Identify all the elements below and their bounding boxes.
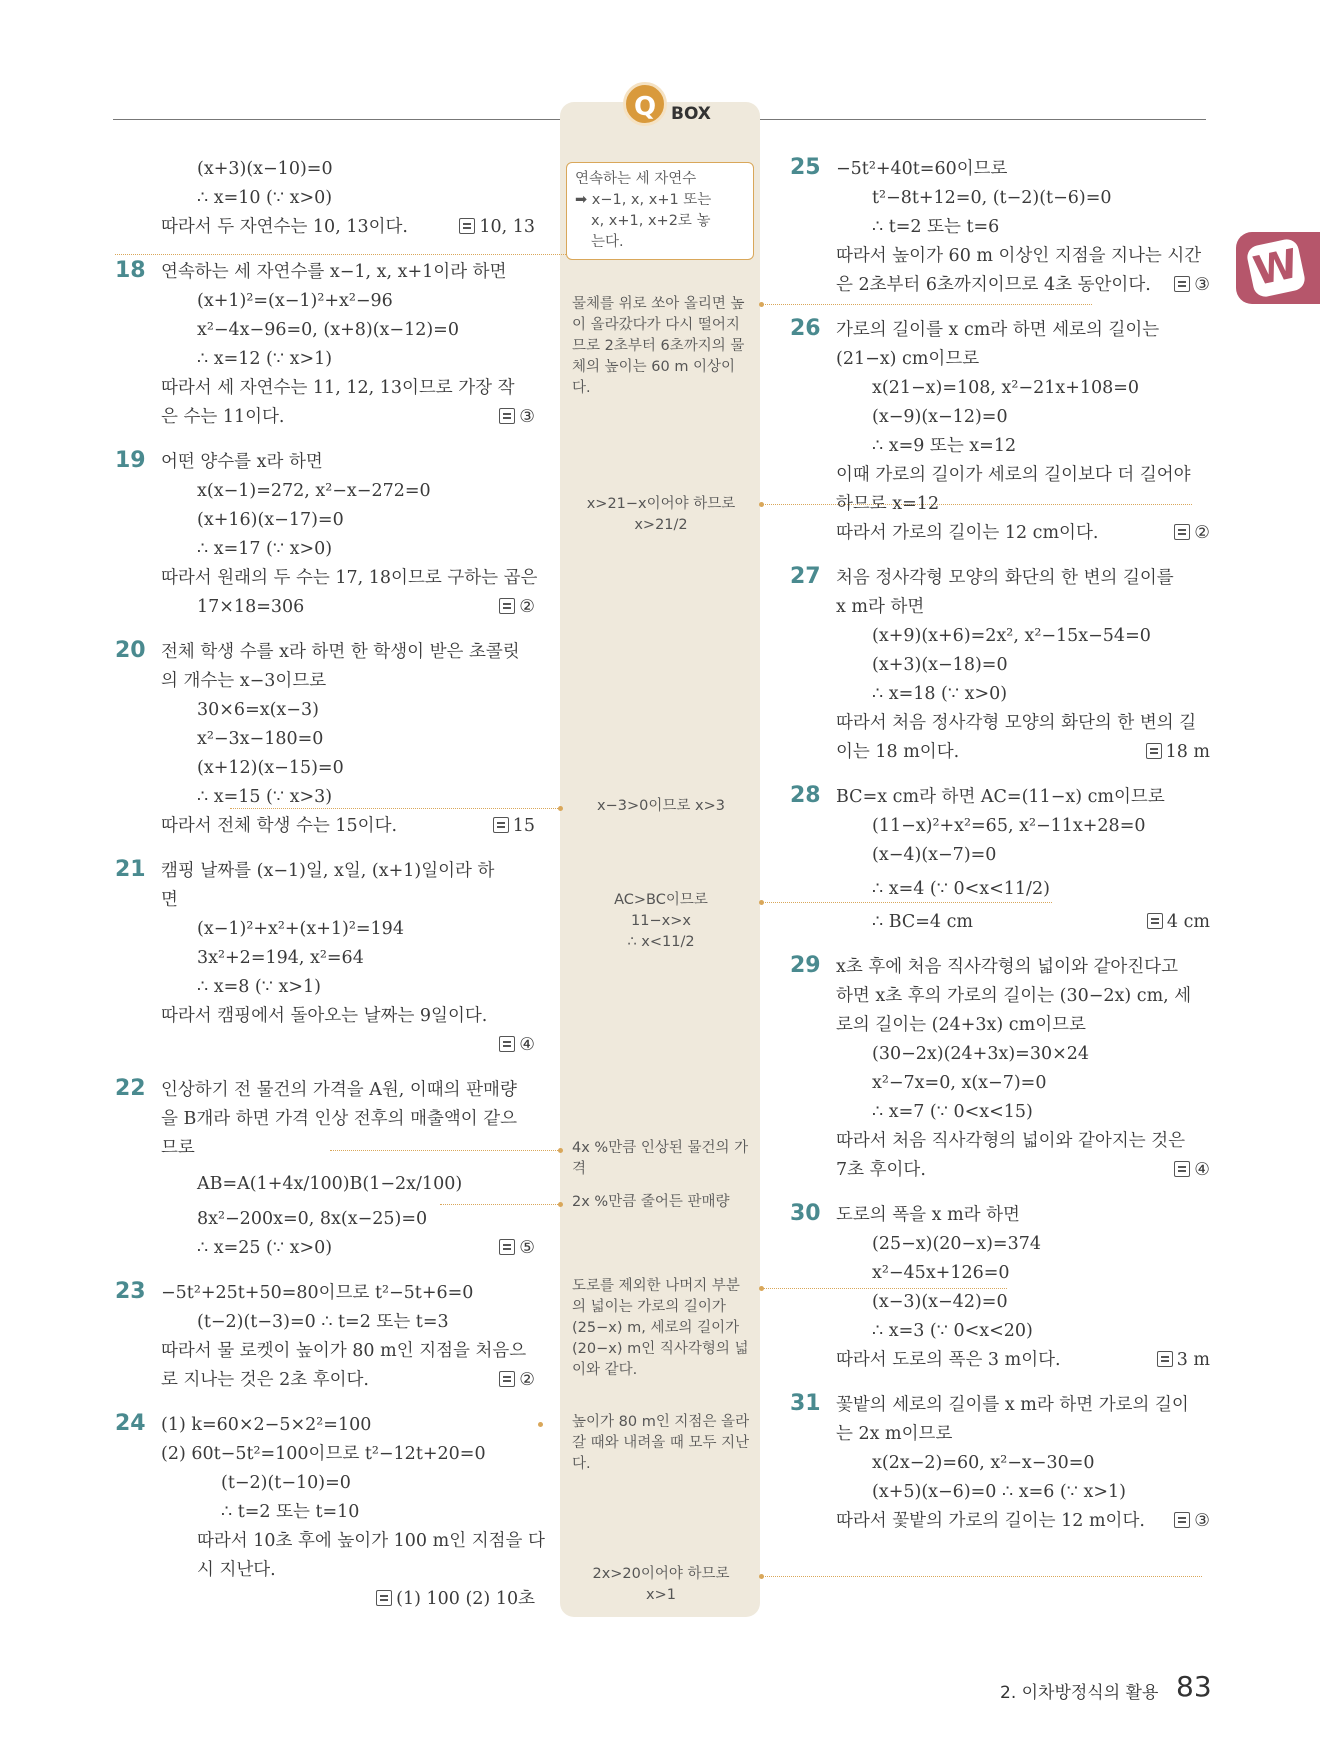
problem-number: 18 — [115, 258, 146, 283]
problem-31 — [790, 1391, 1210, 1536]
answer — [459, 213, 535, 242]
solution-line: 따라서 10초 후에 높이가 100 m인 지점을 다 — [197, 1531, 545, 1551]
solution-line: (x−3)(x−42)=0 — [872, 1292, 1008, 1312]
solution-text: 따라서 꽃밭의 가로의 길이는 12 m이다. — [836, 1511, 1145, 1531]
solution-text: ∴ x=25 (∵ x>0) — [197, 1238, 333, 1258]
leader-line — [115, 254, 566, 255]
solution-line: ∴ x=17 (∵ x>0) — [197, 539, 333, 559]
leader-dot — [558, 1148, 563, 1153]
solution-line: 하면 x초 후의 가로의 길이는 (30−2x) cm, 세 — [836, 986, 1192, 1006]
leader-dot — [558, 806, 563, 811]
problem-25 — [790, 155, 1210, 300]
answer — [1174, 1156, 1210, 1185]
note-line: ∴ x<11/2 — [627, 934, 695, 950]
solution-text: 따라서 가로의 길이는 12 cm이다. — [836, 523, 1099, 543]
problem-24 — [115, 1411, 545, 1614]
leader-line — [440, 1204, 558, 1205]
problem-number: 27 — [790, 564, 821, 589]
answer — [1146, 738, 1210, 767]
solution-text: 로 지나는 것은 2초 후이다. — [161, 1370, 369, 1390]
problem-28 — [790, 783, 1210, 937]
answer-icon — [1147, 913, 1163, 929]
note-consecutive-numbers — [566, 162, 754, 260]
problem-23 — [115, 1279, 535, 1395]
solution-line: (11−x)²+x²=65, x²−11x+28=0 — [872, 816, 1146, 836]
solution-line: 어떤 양수를 x라 하면 — [161, 452, 323, 472]
solution-line: 는 2x m이므로 — [836, 1424, 953, 1444]
solution-line: 처음 정사각형 모양의 화단의 한 변의 길이를 — [836, 568, 1174, 588]
problem-22 — [115, 1076, 535, 1263]
solution-line: ∴ t=2 또는 t=10 — [221, 1502, 360, 1522]
problem-number: 31 — [790, 1391, 821, 1416]
solution-text: ∴ BC=4 cm — [872, 912, 974, 932]
note-triangle-condition — [572, 890, 750, 953]
solution-line — [836, 1156, 1210, 1185]
solution-text: 따라서 두 자연수는 10, 13이다. — [161, 217, 408, 237]
problem-29 — [790, 953, 1210, 1185]
solution-line: ∴ x=8 (∵ x>1) — [197, 977, 321, 997]
answer-icon — [499, 1036, 515, 1052]
answer — [1157, 1346, 1210, 1375]
answer-value: ③ — [1194, 1511, 1210, 1531]
answer-value: 18 m — [1165, 742, 1210, 762]
answer — [161, 1031, 535, 1060]
answer — [499, 593, 535, 622]
solution-line: (x+3)(x−10)=0 — [197, 159, 333, 179]
solution-line — [836, 1507, 1210, 1536]
answer-icon — [499, 1239, 515, 1255]
note-line: 는다. — [591, 234, 624, 250]
answer-value: ④ — [519, 1035, 535, 1055]
solution-line: x(21−x)=108, x²−21x+108=0 — [872, 378, 1140, 398]
solution-line: x²−3x−180=0 — [197, 729, 324, 749]
note-sales-decrease: 2x %만큼 줄어든 판매량 — [572, 1194, 730, 1210]
answer-icon — [1174, 276, 1190, 292]
note-line: x>1 — [646, 1587, 676, 1603]
solution-line: (x−4)(x−7)=0 — [872, 845, 997, 865]
solution-line — [161, 1366, 535, 1395]
answer-value: ③ — [519, 407, 535, 427]
answer-value: 15 — [512, 816, 535, 836]
note-line: 2x>20이어야 하므로 — [592, 1566, 730, 1582]
leader-dot — [558, 1202, 563, 1207]
note-x-greater-1 — [572, 1564, 750, 1606]
problem-number: 26 — [790, 316, 821, 341]
page-number: 83 — [1176, 1670, 1212, 1703]
solution-line: 을 B개라 하면 가격 인상 전후의 매출액이 같으 — [161, 1109, 518, 1129]
solution-line: (2) 60t−5t²=100이므로 t²−12t+20=0 — [161, 1444, 486, 1464]
note-line: 연속하는 세 자연수 — [575, 171, 697, 187]
solution-line — [161, 213, 535, 242]
solution-line — [161, 1234, 535, 1263]
answer — [499, 1366, 535, 1395]
solution-line: 따라서 물 로켓이 높이가 80 m인 지점을 처음으 — [161, 1341, 527, 1361]
solution-line: (21−x) cm이므로 — [836, 349, 980, 369]
solution-line — [836, 1346, 1210, 1375]
problem-number: 21 — [115, 857, 146, 882]
solution-line: (25−x)(20−x)=374 — [872, 1234, 1041, 1254]
solution-line: 전체 학생 수를 x라 하면 한 학생이 받은 초콜릿 — [161, 642, 520, 662]
solution-line: (x+5)(x−6)=0 ∴ x=6 (∵ x>1) — [872, 1482, 1126, 1502]
solution-line: (1) k=60×2−5×2²=100 — [161, 1415, 372, 1435]
solution-text: 은 2초부터 6초까지이므로 4초 동안이다. — [836, 275, 1151, 295]
answer-icon — [499, 598, 515, 614]
answer — [493, 812, 535, 841]
problem-30 — [790, 1201, 1210, 1375]
answer-value: ② — [519, 1370, 535, 1390]
solution-text: 17×18=306 — [197, 597, 305, 617]
answer — [499, 1234, 535, 1263]
solution-line: (30−2x)(24+3x)=30×24 — [872, 1044, 1090, 1064]
note-price-increase: 4x %만큼 인상된 물건의 가격 — [572, 1140, 749, 1177]
answer-icon — [1146, 743, 1162, 759]
problem-17-tail — [115, 155, 535, 242]
problem-number: 22 — [115, 1076, 146, 1101]
solution-text: 은 수는 11이다. — [161, 407, 285, 427]
answer-value: ② — [519, 597, 535, 617]
answer-value: 10, 13 — [479, 217, 535, 237]
section-tab-letter: W — [1245, 237, 1307, 299]
note-line: x>21/2 — [634, 517, 688, 533]
solution-line: (x+9)(x+6)=2x², x²−15x−54=0 — [872, 626, 1151, 646]
solution-line: 3x²+2=194, x²=64 — [197, 948, 364, 968]
solution-line: 인상하기 전 물건의 가격을 A원, 이때의 판매량 — [161, 1080, 517, 1100]
problem-number: 29 — [790, 953, 821, 978]
problem-number: 28 — [790, 783, 821, 808]
solution-line: 따라서 원래의 두 수는 17, 18이므로 구하는 곱은 — [161, 568, 538, 588]
solution-line: AB=A(1+4x/100)B(1−2x/100) — [197, 1174, 463, 1194]
solution-line: x²−4x−96=0, (x+8)(x−12)=0 — [197, 320, 459, 340]
note-line: x, x+1, x+2로 놓 — [591, 213, 711, 229]
solution-line: ∴ x=18 (∵ x>0) — [872, 684, 1008, 704]
solution-line: 따라서 세 자연수는 11, 12, 13이므로 가장 작 — [161, 378, 515, 398]
solution-line: (x+16)(x−17)=0 — [197, 510, 344, 530]
answer-icon — [376, 1590, 392, 1606]
solution-line — [161, 593, 535, 622]
problem-21 — [115, 857, 535, 1060]
solution-line: (t−2)(t−3)=0 ∴ t=2 또는 t=3 — [197, 1312, 449, 1332]
solution-line: t²−8t+12=0, (t−2)(t−6)=0 — [872, 188, 1112, 208]
answer-icon — [499, 408, 515, 424]
right-column — [790, 155, 1210, 1552]
solution-line — [161, 403, 535, 432]
answer — [161, 1585, 535, 1614]
leader-line — [762, 1576, 1202, 1577]
answer-icon — [1174, 1161, 1190, 1177]
solution-line: 의 개수는 x−3이므로 — [161, 671, 327, 691]
solution-line: ∴ x=12 (∵ x>1) — [197, 349, 333, 369]
answer-value: ④ — [1194, 1160, 1210, 1180]
answer — [1174, 1507, 1210, 1536]
answer — [499, 403, 535, 432]
solution-line: ∴ x=10 (∵ x>0) — [197, 188, 333, 208]
chapter-footer: 2. 이차방정식의 활용 — [1000, 1683, 1159, 1703]
answer-icon — [1174, 1512, 1190, 1528]
answer-value: 3 m — [1176, 1350, 1210, 1370]
solution-text: 7초 후이다. — [836, 1160, 926, 1180]
solution-line: 시 지난다. — [197, 1560, 276, 1580]
answer-icon — [493, 817, 509, 833]
problem-number: 23 — [115, 1279, 146, 1304]
solution-line: (x−9)(x−12)=0 — [872, 407, 1008, 427]
note-projectile: 물체를 위로 쏘아 올리면 높이 올라갔다가 다시 떨어지므로 2초부터 6초까지의 물체의 높이는 60 m 이상이다. — [572, 296, 745, 396]
solution-line: 30×6=x(x−3) — [197, 700, 319, 720]
solution-line: (x+3)(x−18)=0 — [872, 655, 1008, 675]
section-tab — [1236, 232, 1320, 304]
solution-text: 이는 18 m이다. — [836, 742, 960, 762]
note-height-80: 높이가 80 m인 지점은 올라갈 때와 내려올 때 모두 지난다. — [572, 1414, 750, 1472]
solution-line — [836, 908, 1210, 937]
problem-26 — [790, 316, 1210, 548]
solution-line: 따라서 처음 직사각형의 넓이와 같아지는 것은 — [836, 1131, 1186, 1151]
solution-line: x²−7x=0, x(x−7)=0 — [872, 1073, 1047, 1093]
note-line: ➡ x−1, x, x+1 또는 — [575, 192, 712, 208]
solution-line: x²−45x+126=0 — [872, 1263, 1010, 1283]
answer — [1174, 271, 1210, 300]
solution-line: 이때 가로의 길이가 세로의 길이보다 더 길어야 — [836, 465, 1191, 485]
solution-line: ∴ x=15 (∵ x>3) — [197, 787, 333, 807]
answer-icon — [499, 1371, 515, 1387]
qbox-logo: Q — [623, 82, 667, 126]
problem-number: 20 — [115, 638, 146, 663]
solution-line: 도로의 폭을 x m라 하면 — [836, 1205, 1020, 1225]
problem-number: 30 — [790, 1201, 821, 1226]
solution-line: ∴ x=7 (∵ 0<x<15) — [872, 1102, 1033, 1122]
solution-line: x(2x−2)=60, x²−x−30=0 — [872, 1453, 1095, 1473]
solution-line: ∴ x=9 또는 x=12 — [872, 436, 1017, 456]
solution-line: (x+1)²=(x−1)²+x²−96 — [197, 291, 393, 311]
solution-line: 8x²−200x=0, 8x(x−25)=0 — [197, 1209, 428, 1229]
solution-line: x초 후에 처음 직사각형의 넓이와 같아진다고 — [836, 957, 1178, 977]
note-x-greater-3: x−3>0이므로 x>3 — [597, 798, 725, 814]
note-line: AC>BC이므로 — [614, 892, 708, 908]
solution-line: 꽃밭의 세로의 길이를 x m라 하면 가로의 길이 — [836, 1395, 1189, 1415]
solution-line — [836, 271, 1210, 300]
solution-line: ∴ t=2 또는 t=6 — [872, 217, 1000, 237]
answer — [1174, 519, 1210, 548]
problem-number: 24 — [115, 1411, 146, 1436]
solution-line: 가로의 길이를 x cm라 하면 세로의 길이는 — [836, 320, 1160, 340]
solution-line: 면 — [161, 890, 178, 910]
problem-19 — [115, 448, 538, 622]
solution-line: (x+12)(x−15)=0 — [197, 758, 344, 778]
solution-line: ∴ x=4 (∵ 0<x<11/2) — [872, 879, 1050, 899]
answer-value: 4 cm — [1166, 912, 1210, 932]
problem-27 — [790, 564, 1210, 767]
solution-line: ∴ x=3 (∵ 0<x<20) — [872, 1321, 1033, 1341]
solution-text: 따라서 전체 학생 수는 15이다. — [161, 816, 398, 836]
problem-20 — [115, 638, 535, 841]
note-road-area: 도로를 제외한 나머지 부분의 넓이는 가로의 길이가 (25−x) m, 세로의 길이가 (20−x) m인 직사각형의 넓이와 같다. — [572, 1278, 749, 1378]
solution-line: 하므로 x=12 — [836, 494, 940, 514]
note-line: x>21−x이어야 하므로 — [586, 496, 736, 512]
answer-value: ⑤ — [519, 1238, 535, 1258]
solution-line: −5t²+25t+50=80이므로 t²−5t+6=0 — [161, 1283, 474, 1303]
solution-line: 므로 — [161, 1138, 195, 1158]
answer-icon — [459, 218, 475, 234]
solution-line — [836, 519, 1210, 548]
answer-icon — [1174, 524, 1190, 540]
solution-line: BC=x cm라 하면 AC=(11−x) cm이므로 — [836, 787, 1165, 807]
leader-line — [330, 1150, 558, 1151]
solution-line: (x−1)²+x²+(x+1)²=194 — [197, 919, 404, 939]
solution-line: x m라 하면 — [836, 597, 925, 617]
leader-line — [230, 808, 558, 809]
solution-line: 연속하는 세 자연수를 x−1, x, x+1이라 하면 — [161, 262, 507, 282]
solution-line: 따라서 캠핑에서 돌아오는 날짜는 9일이다. — [161, 1006, 488, 1026]
answer-value: ③ — [1194, 275, 1210, 295]
solution-line: 따라서 높이가 60 m 이상인 지점을 지나는 시간 — [836, 246, 1202, 266]
solution-line: 로의 길이는 (24+3x) cm이므로 — [836, 1015, 1086, 1035]
solution-line: (t−2)(t−10)=0 — [221, 1473, 351, 1493]
answer-value: (1) 100 (2) 10초 — [396, 1589, 535, 1609]
left-column — [115, 155, 545, 1630]
answer-icon — [1157, 1351, 1173, 1367]
solution-line: 캠핑 날짜를 (x−1)일, x일, (x+1)일이라 하 — [161, 861, 495, 881]
answer-value: ② — [1194, 523, 1210, 543]
solution-line: 따라서 처음 정사각형 모양의 화단의 한 변의 길 — [836, 713, 1197, 733]
solution-line — [836, 738, 1210, 767]
problem-number: 25 — [790, 155, 821, 180]
problem-18 — [115, 258, 535, 432]
solution-text: 따라서 도로의 폭은 3 m이다. — [836, 1350, 1061, 1370]
answer — [1147, 908, 1210, 937]
qbox-label: BOX — [671, 104, 711, 124]
note-line: 11−x>x — [631, 913, 691, 929]
leader-dot — [538, 1422, 543, 1427]
note-length-condition — [572, 494, 750, 536]
problem-number: 19 — [115, 448, 146, 473]
solution-line: x(x−1)=272, x²−x−272=0 — [197, 481, 431, 501]
solution-line — [161, 812, 535, 841]
solution-line: −5t²+40t=60이므로 — [836, 159, 1008, 179]
